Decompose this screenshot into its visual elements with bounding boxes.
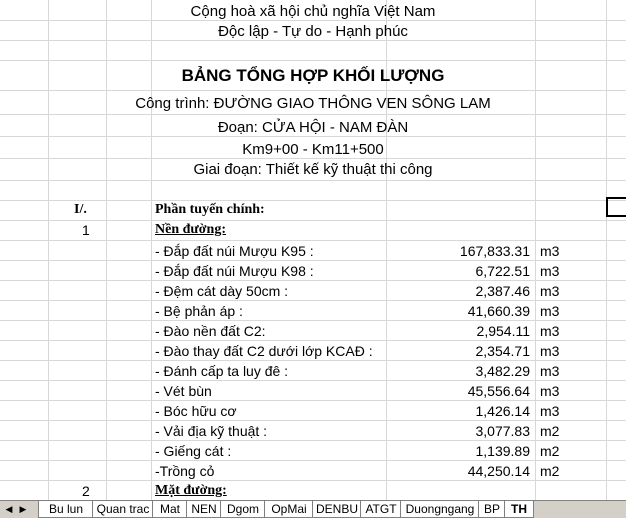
km-range: Km9+00 - Km11+500 — [242, 141, 384, 158]
item-unit: m3 — [540, 383, 560, 399]
gridline — [0, 440, 626, 441]
gridline — [0, 114, 626, 115]
sheet-tab[interactable]: TH — [504, 501, 534, 518]
item-name: - Bệ phản áp : — [155, 303, 243, 319]
item-value: 1,139.89 — [475, 443, 530, 459]
section-number: I/. — [74, 202, 87, 217]
stage-name: Giai đoạn: Thiết kế kỹ thuật thi công — [193, 161, 433, 178]
item-name: - Đệm cát dày 50cm : — [155, 283, 289, 299]
sheet-tab[interactable]: Duongngang — [400, 501, 480, 518]
item-name: - Đào thay đất C2 dưới lớp KCAĐ : — [155, 343, 373, 359]
item-value: 1,426.14 — [475, 403, 530, 419]
first-sheet-button[interactable]: ◀ — [5, 504, 13, 514]
sheet-tab[interactable]: NEN — [186, 501, 222, 518]
gridline — [0, 300, 626, 301]
item-unit: m3 — [540, 343, 560, 359]
item-unit: m2 — [540, 443, 560, 459]
gridline — [0, 380, 626, 381]
segment-name: Đoạn: CỬA HỘI - NAM ĐÀN — [217, 119, 409, 136]
item-name: -Trồng cỏ — [155, 463, 215, 479]
gridline — [0, 220, 626, 221]
next-sheet-button[interactable]: ▶ — [19, 504, 27, 514]
item-unit: m3 — [540, 283, 560, 299]
item-value: 41,660.39 — [467, 303, 530, 319]
gridline — [0, 90, 626, 91]
group-label: Mặt đường: — [155, 483, 227, 498]
sheet-tab[interactable]: Quan trac — [92, 501, 154, 518]
item-unit: m3 — [540, 243, 560, 259]
item-unit: m2 — [540, 463, 560, 479]
sheet-tab[interactable]: Bu lun — [38, 501, 94, 518]
sheet-tab[interactable]: DENBU — [312, 501, 362, 518]
selected-cell[interactable] — [606, 197, 626, 217]
item-name: - Đánh cấp ta luy đê : — [155, 363, 289, 379]
group-number: 2 — [82, 483, 90, 499]
item-unit: m3 — [540, 363, 560, 379]
section-label: Phần tuyến chính: — [155, 202, 265, 217]
item-unit: m3 — [540, 403, 560, 419]
item-name: - Đào nền đất C2: — [155, 323, 266, 339]
gridline — [0, 460, 626, 461]
sheet-tab[interactable]: OpMai — [264, 501, 314, 518]
sheet-tab[interactable]: Dgom — [220, 501, 266, 518]
project-name: Công trình: ĐƯỜNG GIAO THÔNG VEN SÔNG LAM — [135, 95, 491, 112]
item-value: 167,833.31 — [459, 243, 530, 259]
sheet-tab-bar — [0, 500, 626, 518]
sheet-tab[interactable]: ATGT — [360, 501, 402, 518]
item-unit: m3 — [540, 323, 560, 339]
page-title: BẢNG TỔNG HỢP KHỐI LƯỢNG — [181, 66, 445, 85]
item-name: - Vải địa kỹ thuật : — [155, 423, 268, 439]
gridline — [0, 60, 626, 61]
item-value: 3,077.83 — [475, 423, 530, 439]
item-value: 44,250.14 — [467, 463, 530, 479]
item-value: 45,556.64 — [467, 383, 530, 399]
sheet-tab[interactable]: Mat — [152, 501, 188, 518]
item-unit: m3 — [540, 303, 560, 319]
item-unit: m3 — [540, 263, 560, 279]
item-name: - Vét bùn — [155, 383, 212, 399]
group-label: Nền đường: — [155, 222, 226, 237]
gridline — [0, 320, 626, 321]
item-value: 2,387.46 — [475, 283, 530, 299]
header-line-2: Độc lập - Tự do - Hạnh phúc — [218, 23, 408, 40]
item-value: 6,722.51 — [475, 263, 530, 279]
group-number: 1 — [82, 222, 90, 238]
item-value: 2,954.11 — [476, 323, 530, 339]
item-value: 2,354.71 — [475, 343, 530, 359]
item-value: 3,482.29 — [475, 363, 530, 379]
gridline — [0, 200, 626, 201]
item-name: - Đắp đất núi Mượu K95 : — [155, 243, 314, 259]
sheet-tab[interactable]: BP — [478, 501, 506, 518]
header-line-1: Cộng hoà xã hội chủ nghĩa Việt Nam — [190, 3, 436, 20]
item-unit: m2 — [540, 423, 560, 439]
item-name: - Bóc hữu cơ — [155, 403, 237, 419]
gridline — [0, 180, 626, 181]
item-name: - Đắp đất núi Mượu K98 : — [155, 263, 314, 279]
gridline — [0, 400, 626, 401]
gridline — [0, 420, 626, 421]
gridline — [0, 480, 626, 481]
item-name: - Giếng cát : — [155, 443, 232, 459]
